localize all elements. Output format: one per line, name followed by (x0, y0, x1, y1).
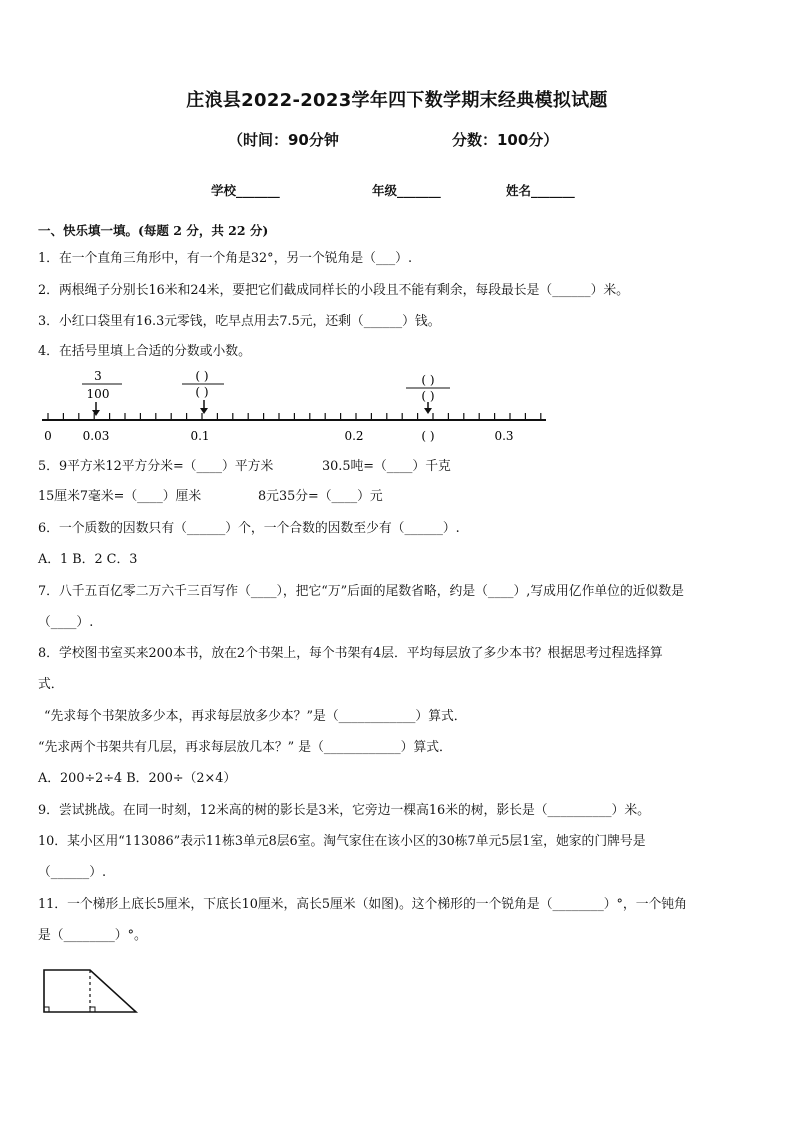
question-7: 7．八千五百亿零二万六千三百写作（____），把它“万”后面的尾数省略，约是（____）,写成用亿作单位的近似数是 (38, 584, 684, 599)
fraction-numerator: 3 (94, 369, 102, 383)
question-10: 10．某小区用“113086”表示11栋3单元8层6室。淘气家住在该小区的30栋7单元5层1室，她家的门牌号是 (38, 834, 646, 849)
arrow-icon (92, 410, 100, 416)
question-1: 1．在一个直角三角形中，有一个角是32°，另一个锐角是（___）. (38, 251, 413, 266)
trapezoid-figure (38, 966, 148, 1026)
tick-label: ( ) (421, 429, 435, 443)
question-8-cont: 式． (38, 677, 64, 692)
blank-fraction-denominator-2: ( ) (421, 389, 435, 403)
question-4: 4．在括号里填上合适的分数或小数。 (38, 344, 251, 359)
tick-label: 0.2 (344, 429, 364, 443)
section-heading: 一、快乐填一填。(每题 2 分，共 22 分) (38, 223, 269, 238)
school-field[interactable]: 学校_______ (211, 183, 280, 198)
arrow-icon (200, 408, 208, 414)
question-7-cont: （____）. (38, 615, 94, 630)
blank-fraction-numerator: ( ) (195, 369, 209, 383)
question-11: 11．一个梯形上底长5厘米，下底长10厘米，高长5厘米（如图)。这个梯形的一个锐角是（________）°，一个钝角 (38, 897, 687, 912)
question-6: 6．一个质数的因数只有（______）个，一个合数的因数至少有（______）. (38, 521, 460, 536)
question-5a: 5．9平方米12平方分米=（____）平方米 (38, 459, 274, 474)
tick-label: 0.3 (494, 429, 514, 443)
grade-field[interactable]: 年级_______ (372, 183, 441, 198)
tick-label: 0.03 (82, 429, 110, 443)
exam-score: 分数：100分） (452, 131, 559, 149)
question-8-options: A．200÷2÷4 B．200÷（2×4） (38, 771, 237, 786)
tick-label: 0.1 (190, 429, 210, 443)
question-6-options: A．1 B．2 C．3 (38, 552, 138, 567)
question-5c: 15厘米7毫米=（____）厘米 (38, 489, 202, 504)
number-line-figure (38, 366, 550, 446)
blank-fraction-numerator-2: ( ) (421, 373, 435, 387)
question-3: 3．小红口袋里有16.3元零钱，吃早点用去7.5元，还剩（______）钱。 (38, 314, 441, 329)
blank-fraction-denominator: ( ) (195, 385, 209, 399)
fraction-denominator: 100 (86, 387, 110, 401)
question-5d: 8元35分=（____）元 (258, 489, 383, 504)
question-2: 2．两根绳子分别长16米和24米，要把它们截成同样长的小段且不能有剩余，每段最长是（______）米。 (38, 283, 629, 298)
page-title: 庄浪县2022-2023学年四下数学期末经典模拟试题 (186, 90, 608, 111)
tick-label: 0 (44, 429, 52, 443)
question-8: 8．学校图书室买来200本书，放在2个书架上，每个书架有4层．平均每层放了多少本书？根据思考过程选择算 (38, 646, 663, 661)
question-8-part2: “先求两个书架共有几层，再求每层放几本？” 是（____________）算式． (38, 740, 452, 755)
name-field[interactable]: 姓名_______ (506, 183, 575, 198)
question-9: 9．尝试挑战。在同一时刻，12米高的树的影长是3米，它旁边一棵高16米的树，影长是（__________）米。 (38, 803, 650, 818)
number-line-ticks (48, 413, 541, 420)
arrow-icon (424, 408, 432, 414)
exam-time: （时间：90分钟 (228, 131, 339, 149)
question-10-cont: （______）. (38, 865, 107, 880)
question-5b: 30.5吨=（____）千克 (322, 459, 451, 474)
question-11-cont: 是（________）°。 (38, 928, 147, 943)
question-8-part1: “先求每个书架放多少本，再求每层放多少本？”是（____________）算式． (44, 709, 467, 724)
